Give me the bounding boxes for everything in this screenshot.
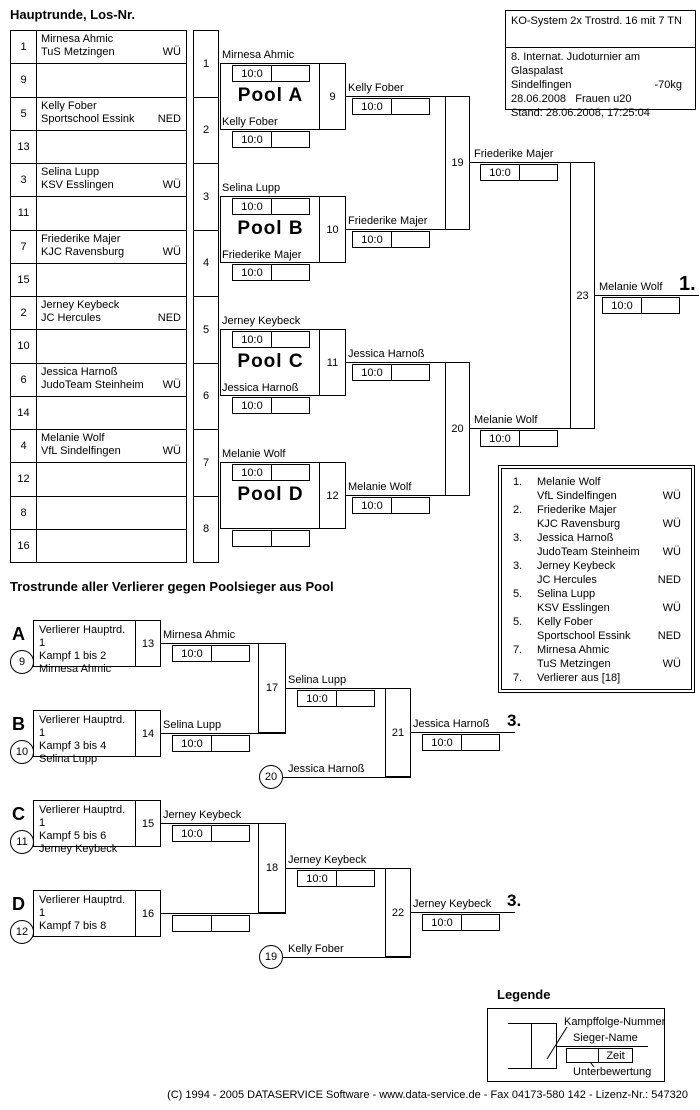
match-15-box: 15	[135, 800, 161, 847]
entrant-name: Selina Lupp	[222, 182, 281, 194]
score-box	[232, 198, 310, 215]
nationality: WÜ	[662, 546, 681, 558]
pair-number: 6	[194, 364, 218, 431]
score-value: 10:0	[603, 298, 642, 313]
score-value: 10:0	[173, 736, 212, 751]
match-14-box: 14	[135, 710, 161, 757]
fighter-name: Verlierer aus [18]	[537, 672, 621, 684]
lot-number: 14	[11, 397, 37, 429]
nationality: WÜ	[662, 490, 681, 502]
pool-c-label: Pool C	[237, 351, 304, 372]
fighter-name: Kelly Fober	[41, 99, 97, 112]
table-row	[11, 430, 186, 463]
score-value: 10:0	[353, 365, 392, 380]
legend-time-label: Zeit	[606, 1049, 625, 1062]
score-value: 10:0	[298, 871, 337, 886]
match-23-box: 23	[570, 162, 595, 429]
match-winner-name: Selina Lupp	[163, 719, 222, 731]
legend-title: Legende	[497, 987, 551, 1002]
match-winner-name: Melanie Wolf	[474, 414, 538, 426]
loser-line: Mirnesa Ahmic	[39, 663, 112, 675]
pair-number: 4	[194, 231, 218, 298]
loser-line: Kampf 1 bis 2	[39, 650, 107, 662]
fighter-name: Friederike Majer	[537, 504, 617, 516]
event-name: 8. Internat. Judoturnier am Glaspalast	[511, 51, 641, 77]
time-cell	[462, 735, 499, 750]
system-line: KO-System 2x Trostrd. 16 mit 7 TN	[506, 11, 695, 48]
match-winner-name: Jessica Harnoß	[413, 718, 490, 730]
legend-score-box	[566, 1048, 633, 1063]
score-box	[297, 690, 375, 707]
club-name: KJC Ravensburg	[537, 518, 621, 530]
table-row	[11, 231, 186, 264]
loser-line: Kampf 5 bis 6	[39, 830, 107, 842]
entrant-name: Mirnesa Ahmic	[222, 49, 295, 61]
pool-winner-name: Melanie Wolf	[348, 481, 412, 493]
nationality: WÜ	[662, 518, 681, 530]
tournament-info-box	[505, 10, 696, 119]
score-value: 10:0	[173, 646, 212, 661]
pool-winner-name: Jessica Harnoß	[348, 348, 425, 360]
time-cell	[212, 736, 249, 751]
fighter-name: Mirnesa Ahmic	[537, 644, 610, 656]
time-cell	[272, 398, 309, 413]
club-name: VfL Sindelfingen	[41, 445, 121, 457]
score-box	[172, 825, 250, 842]
lot-number: 2	[11, 297, 37, 329]
table-row	[11, 497, 186, 530]
score-box	[232, 65, 310, 82]
match-13-box: 13	[135, 620, 161, 667]
club-name: JudoTeam Steinheim	[41, 378, 144, 391]
copyright-footer: (C) 1994 - 2005 DATASERVICE Software - www.data-service.de - Fax 04173-580 142 - Lizenz-Nr.: 547320	[167, 1089, 688, 1101]
entrant-name: Melanie Wolf	[222, 448, 286, 460]
pool-winner-name: Friederike Majer	[348, 215, 428, 227]
table-row	[11, 64, 186, 97]
entrant-name: Jerney Keybeck	[222, 315, 301, 327]
time-cell	[212, 826, 249, 841]
match-19-box: 19	[445, 96, 470, 230]
drop-circle: 9	[10, 650, 34, 674]
nationality: WÜ	[662, 658, 681, 670]
time-cell	[462, 915, 499, 930]
drop-circle: 11	[10, 830, 34, 854]
rank: 5.	[513, 588, 523, 600]
loser-line: Selina Lupp	[39, 753, 98, 765]
score-box	[352, 231, 430, 248]
rank: 5.	[513, 616, 523, 628]
table-row	[11, 297, 186, 330]
lot-number: 15	[11, 264, 37, 296]
time-cell	[272, 132, 309, 147]
match-winner-name: Jerney Keybeck	[413, 898, 492, 910]
table-row	[11, 31, 186, 64]
pair-number: 1	[194, 31, 218, 98]
pair-number: 8	[202, 523, 210, 536]
entrant-name: Kelly Fober	[222, 116, 278, 128]
first-place-label: 1.	[679, 273, 696, 295]
legend-subscore-cell	[567, 1049, 599, 1062]
third-place-label: 3.	[507, 891, 522, 910]
result-entry	[513, 503, 685, 531]
match-16-box: 16	[135, 890, 161, 937]
drop-circle: 20	[259, 765, 283, 789]
lot-number: 3	[11, 164, 37, 196]
section-letter: C	[12, 804, 25, 824]
time-cell	[337, 871, 374, 886]
loser-line: Verlierer Hauptrd. 1	[39, 714, 126, 739]
time-cell	[212, 646, 249, 661]
club-name: JC Hercules	[41, 312, 101, 324]
match-20-box: 20	[445, 362, 470, 496]
time-cell	[272, 465, 309, 480]
score-value: 10:0	[233, 465, 272, 480]
match-number: 11	[319, 330, 345, 395]
legend-match-no-label: Kampffolge-Nummer	[564, 1016, 666, 1028]
match-18-box: 18	[258, 823, 286, 913]
table-row	[11, 164, 186, 197]
score-value: 10:0	[298, 691, 337, 706]
score-value: 10:0	[481, 431, 520, 446]
lot-number: 1	[11, 31, 37, 63]
loser-line: Verlierer Hauptrd. 1	[39, 804, 126, 829]
fighter-name: Friederike Majer	[41, 232, 121, 245]
club-name: KJC Ravensburg	[41, 245, 125, 258]
table-row	[11, 330, 186, 363]
match-number: 9	[319, 64, 345, 129]
result-entry	[513, 671, 685, 685]
fighter-name: Melanie Wolf	[41, 432, 105, 444]
table-row	[11, 397, 186, 430]
nationality: NED	[157, 112, 181, 125]
final-winner-name: Melanie Wolf	[599, 281, 663, 293]
rank: 7.	[513, 672, 523, 684]
pairing-column	[193, 30, 219, 563]
result-entry	[513, 475, 685, 503]
drop-in-name: Kelly Fober	[288, 943, 344, 955]
match-17-box: 17	[258, 643, 286, 733]
results-box	[498, 465, 695, 693]
result-entry	[513, 643, 685, 671]
bracket-line	[283, 777, 411, 778]
pool-winner-name: Kelly Fober	[348, 82, 404, 94]
weight-class: -70kg	[654, 79, 682, 91]
fighter-name: Melanie Wolf	[537, 476, 601, 488]
match-22-box: 22	[385, 868, 411, 957]
nationality: WÜ	[162, 378, 181, 391]
score-value: 10:0	[233, 199, 272, 214]
rank: 3.	[513, 532, 523, 544]
loser-line: Verlierer Hauptrd. 1	[39, 894, 126, 919]
score-value: 10:0	[353, 99, 392, 114]
lot-number: 16	[11, 530, 37, 562]
time-cell	[212, 916, 249, 931]
lot-number: 7	[11, 231, 37, 263]
club-name: Sportschool Essink	[41, 112, 135, 125]
match-winner-name: Friederike Majer	[474, 148, 554, 160]
section-a-box	[33, 620, 136, 675]
club-name: KSV Esslingen	[537, 602, 610, 614]
time-cell	[520, 165, 557, 180]
nationality: NED	[657, 574, 681, 586]
results-list	[501, 468, 692, 690]
club-name: KSV Esslingen	[41, 179, 114, 191]
score-value: 10:0	[233, 332, 272, 347]
time-cell	[272, 531, 309, 546]
score-value: 10:0	[423, 735, 462, 750]
score-box	[232, 331, 310, 348]
result-entry	[513, 559, 685, 587]
time-cell	[337, 691, 374, 706]
bracket-line	[410, 732, 515, 733]
match-21-box: 21	[385, 688, 411, 777]
nationality: WÜ	[162, 179, 181, 191]
legend-subscore-label: Unterbewertung	[573, 1066, 652, 1078]
table-row	[11, 530, 186, 562]
score-box	[422, 734, 500, 751]
rank: 7.	[513, 644, 523, 656]
pair-number: 5	[194, 297, 218, 364]
score-box	[352, 497, 430, 514]
score-box	[232, 264, 310, 281]
event-date: 28.06.2008	[511, 93, 567, 105]
pool-a-label: Pool A	[237, 85, 304, 106]
fighter-name: Jerney Keybeck	[537, 560, 616, 572]
consolation-title: Trostrunde aller Verlierer gegen Poolsieger aus Pool	[10, 579, 334, 594]
legend-winner-label: Sieger-Name	[573, 1032, 638, 1044]
rank: 3.	[513, 560, 523, 572]
lot-number: 5	[11, 98, 37, 130]
bracket-line	[410, 912, 515, 913]
section-c-box	[33, 800, 136, 855]
pair-number: 3	[194, 164, 218, 231]
section-letter: B	[12, 714, 25, 734]
fighter-name: Selina Lupp	[41, 166, 100, 178]
pair-number: 2	[194, 98, 218, 165]
time-cell	[392, 232, 429, 247]
loser-line: Jerney Keybeck	[39, 843, 118, 855]
club-name: TuS Metzingen	[537, 658, 611, 670]
table-row	[11, 197, 186, 230]
section-d-box	[33, 890, 136, 937]
time-cell	[272, 199, 309, 214]
lot-number: 12	[11, 463, 37, 495]
score-box	[172, 735, 250, 752]
drop-circle: 12	[10, 920, 34, 944]
lot-number: 10	[11, 330, 37, 362]
fighter-name: Jessica Harnoß	[537, 532, 614, 544]
time-cell	[272, 265, 309, 280]
score-value: 10:0	[233, 398, 272, 413]
entrant-name: Jessica Harnoß	[222, 382, 299, 394]
entrant-name: Friederike Majer	[222, 249, 302, 261]
third-place-label: 3.	[507, 711, 522, 730]
table-row	[11, 131, 186, 164]
match-winner-name: Jerney Keybeck	[288, 854, 367, 866]
fighter-name: Kelly Fober	[537, 616, 593, 628]
section-b-box	[33, 710, 136, 765]
result-entry	[513, 615, 685, 643]
drop-circle: 10	[10, 740, 34, 764]
table-row	[11, 364, 186, 397]
score-box	[480, 164, 558, 181]
score-box	[352, 364, 430, 381]
time-cell	[642, 298, 679, 313]
bracket-line	[160, 913, 286, 914]
rank: 2.	[513, 504, 523, 516]
score-box	[232, 464, 310, 481]
pair-number: 7	[194, 430, 218, 497]
rank: 1.	[513, 476, 523, 488]
score-box	[232, 131, 310, 148]
nationality: WÜ	[162, 245, 181, 258]
lot-number: 13	[11, 131, 37, 163]
draw-table	[10, 30, 187, 563]
stand-line: Stand: 28.06.2008, 17:25:04	[511, 107, 650, 119]
score-value	[233, 531, 272, 546]
score-box	[422, 914, 500, 931]
club-name: TuS Metzingen	[41, 46, 115, 58]
section-letter: D	[12, 894, 25, 914]
bracket-line	[283, 957, 411, 958]
score-box	[602, 297, 680, 314]
lot-number: 4	[11, 430, 37, 462]
pool-b-label: Pool B	[237, 218, 304, 239]
lot-number: 6	[11, 364, 37, 396]
nationality: WÜ	[662, 602, 681, 614]
nationality: NED	[657, 630, 681, 642]
time-cell	[392, 498, 429, 513]
score-value: 10:0	[353, 498, 392, 513]
club-name: JudoTeam Steinheim	[537, 546, 640, 558]
event-city: Sindelfingen	[511, 79, 572, 91]
age-class: Frauen u20	[575, 93, 632, 105]
time-cell	[272, 332, 309, 347]
time-cell	[392, 99, 429, 114]
time-cell	[520, 431, 557, 446]
table-row	[11, 264, 186, 297]
club-name: VfL Sindelfingen	[537, 490, 617, 502]
table-row	[11, 463, 186, 496]
score-value: 10:0	[233, 132, 272, 147]
club-name: Sportschool Essink	[537, 630, 631, 642]
bracket-line	[160, 733, 286, 734]
drop-in-name: Jessica Harnoß	[288, 763, 365, 775]
drop-circle: 19	[259, 945, 283, 969]
result-entry	[513, 587, 685, 615]
club-name: JC Hercules	[537, 574, 597, 586]
score-value: 10:0	[353, 232, 392, 247]
score-value: 10:0	[481, 165, 520, 180]
pool-d-label: Pool D	[237, 484, 304, 505]
score-box	[297, 870, 375, 887]
fighter-name: Mirnesa Ahmic	[41, 33, 114, 45]
score-value: 10:0	[233, 265, 272, 280]
nationality: WÜ	[162, 46, 181, 58]
match-winner-name: Jerney Keybeck	[163, 809, 242, 821]
table-row	[11, 98, 186, 131]
loser-line: Kampf 7 bis 8	[39, 920, 107, 932]
match-winner-name: Selina Lupp	[288, 674, 347, 686]
nationality: WÜ	[162, 445, 181, 457]
lot-number: 9	[11, 64, 37, 96]
score-box	[480, 430, 558, 447]
score-value: 10:0	[233, 66, 272, 81]
loser-line: Verlierer Hauptrd. 1	[39, 624, 126, 649]
lot-number: 11	[11, 197, 37, 229]
score-box	[172, 645, 250, 662]
time-cell	[272, 66, 309, 81]
score-value: 10:0	[423, 915, 462, 930]
fighter-name: Jessica Harnoß	[41, 365, 118, 378]
score-value: 10:0	[173, 826, 212, 841]
legend-box	[487, 1008, 665, 1082]
score-box	[172, 915, 250, 932]
main-round-title: Hauptrunde, Los-Nr.	[10, 7, 135, 22]
fighter-name: Jerney Keybeck	[41, 299, 120, 311]
result-entry	[513, 531, 685, 559]
score-value	[173, 916, 212, 931]
match-number: 12	[319, 463, 345, 528]
loser-line: Kampf 3 bis 4	[39, 740, 107, 752]
score-box	[352, 98, 430, 115]
score-box	[232, 530, 310, 547]
time-cell	[392, 365, 429, 380]
match-winner-name: Mirnesa Ahmic	[163, 629, 236, 641]
fighter-name: Selina Lupp	[537, 588, 596, 600]
lot-number: 8	[11, 497, 37, 529]
section-letter: A	[12, 624, 25, 644]
match-number: 10	[319, 197, 345, 262]
score-box	[232, 397, 310, 414]
nationality: NED	[157, 312, 181, 324]
